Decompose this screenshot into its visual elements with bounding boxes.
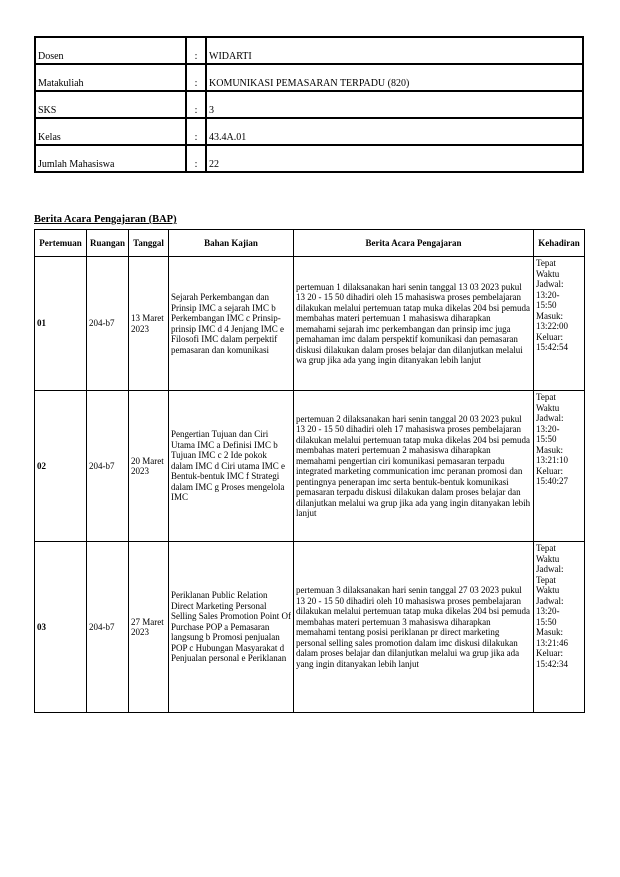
section-title: Berita Acara Pengajaran (BAP) <box>34 214 177 225</box>
info-row-sks <box>35 91 583 118</box>
header-ruangan: Ruangan <box>87 230 129 257</box>
kehadiran-line: 15:42:54 <box>536 342 569 352</box>
cell-berita-acara: pertemuan 1 dilaksanakan hari senin tanggal 13 03 2023 pukul 13 20 - 15 50 dihadiri oleh 15 mahasiswa proses pembelajaran dilakukan melalui pertemuan tatap muka dikelas 204 bsi pemuda membahas materi pertemuan 1 mahasiswa diharapkan memahami sejarah imc perkembangan dan prinsip imc juga pemahaman imc dalam perspektif komunikasi dan pemasaran diskusi dilakukan dalam proses belajar dan dilanjutkan melalui wa grup jika ada yang ingin ditanyakan lebih lanjut <box>294 257 534 391</box>
info-label: Dosen <box>35 37 186 64</box>
kehadiran-line: Masuk: <box>536 310 563 321</box>
cell-ruangan: 204-b7 <box>87 542 129 713</box>
kehadiran-line: 15:42:34 <box>536 658 569 669</box>
kehadiran-line: Tepat <box>536 258 556 268</box>
kehadiran-line: Tepat <box>536 574 556 585</box>
header-pertemuan: Pertemuan <box>35 230 87 257</box>
kehadiran-line: Waktu <box>536 553 560 564</box>
cell-pertemuan: 01 <box>35 257 87 391</box>
kehadiran-line: Keluar: <box>536 331 563 342</box>
info-label: Kelas <box>35 118 186 145</box>
kehadiran-line: 13:21:46 <box>536 637 569 648</box>
info-value: 22 <box>206 145 583 172</box>
info-separator: : <box>186 91 206 118</box>
cell-berita-acara: pertemuan 3 dilaksanakan hari senin tanggal 27 03 2023 pukul 13 20 - 15 50 dihadiri oleh 10 mahasiswa proses pembelajaran dilakukan melalui pertemuan tatap muka dikelas 204 bsi pemuda membahas materi pertemuan 3 mahasiswa diharapkan memahami tentang posisi periklanan pr direct marketing personal selling sales promotion dalam imc diskusi dilakukan dalam proses belajar dan dilanjutkan melalui wa grup jika ada yang ingin ditanyakan lebih lanjut <box>294 542 534 713</box>
cell-bahan-kajian: Pengertian Tujuan dan Ciri Utama IMC a Definisi IMC b Tujuan IMC c 2 Ide pokok dalam IMC d Ciri utama IMC e Bentuk-bentuk IMC f Strategi dalam IMC g Proses mengelola IMC <box>169 391 294 542</box>
kehadiran-line: Jadwal: <box>536 279 564 289</box>
header-bahan-kajian: Bahan Kajian <box>169 230 294 257</box>
kehadiran-line: 15:50 <box>536 616 557 627</box>
info-label: SKS <box>35 91 186 118</box>
cell-bahan-kajian: Sejarah Perkembangan dan Prinsip IMC a sejarah IMC b Perkembangan IMC c Prinsip-prinsip IMC d 4 Jenjang IMC e Filosofi IMC dalam perpektif pemasaran dan komunikasi <box>169 257 294 391</box>
info-row-matakuliah <box>35 64 583 91</box>
kehadiran-line: Waktu <box>536 585 560 595</box>
kehadiran-line: Keluar: <box>536 648 563 658</box>
header-kehadiran: Kehadiran <box>534 230 585 257</box>
info-value: KOMUNIKASI PEMASARAN TERPADU (820) <box>206 64 583 91</box>
header-tanggal: Tanggal <box>129 230 169 257</box>
cell-bahan-kajian: Periklanan Public Relation Direct Marketing Personal Selling Sales Promotion Point Of Purchase POP a Pemasaran langsung b Promosi penjualan POP c Hubungan Masyarakat d Penjualan personal e Periklanan <box>169 542 294 713</box>
info-separator: : <box>186 64 206 91</box>
info-value: 43.4A.01 <box>206 118 583 145</box>
info-separator: : <box>186 145 206 172</box>
info-label: Matakuliah <box>35 64 186 91</box>
kehadiran-line: Masuk: <box>536 627 563 637</box>
info-row-kelas <box>35 118 583 145</box>
kehadiran-line: 13:20- <box>536 606 560 616</box>
cell-kehadiran <box>534 391 585 542</box>
kehadiran-line: Jadwal: <box>536 595 564 606</box>
kehadiran-line: Jadwal: <box>536 564 564 574</box>
info-row-dosen <box>35 37 583 64</box>
kehadiran-line: Waktu <box>536 402 560 413</box>
kehadiran-line: 15:40:27 <box>536 476 569 486</box>
info-separator: : <box>186 37 206 64</box>
kehadiran-line: 15:50 <box>536 300 557 310</box>
cell-berita-acara: pertemuan 2 dilaksanakan hari senin tanggal 20 03 2023 pukul 13 20 - 15 50 dihadiri oleh 17 mahasiswa proses pembelajaran dilakukan melalui pertemuan tatap muka dikelas 204 bsi pemuda membahas materi pertemuan 2 mahasiswa diharapkan memahami pengertian ciri komunikasi pemasaran terpadu integrated marketing communication imc peranan promosi dan pentingnya penerapan imc serta bentuk-bentuk komunikasi pemasaran terpadu diskusi dilakukan dalam proses belajar dan dilanjutkan melalui wa grup jika ada yang ingin ditanyakan lebih lanjut <box>294 391 534 542</box>
cell-ruangan: 204-b7 <box>87 257 129 391</box>
kehadiran-line: Waktu <box>536 268 560 279</box>
info-label: Jumlah Mahasiswa <box>35 145 186 172</box>
info-value: 3 <box>206 91 583 118</box>
kehadiran-line: Tepat <box>536 543 556 553</box>
table-row <box>35 391 585 542</box>
table-row <box>35 542 585 713</box>
cell-tanggal: 27 Maret 2023 <box>129 542 169 713</box>
kehadiran-line: 13:20- <box>536 423 560 434</box>
bap-header-row <box>35 230 585 257</box>
cell-pertemuan: 02 <box>35 391 87 542</box>
info-row-jumlah-mahasiswa <box>35 145 583 172</box>
kehadiran-line: 15:50 <box>536 434 557 444</box>
cell-kehadiran <box>534 257 585 391</box>
course-info-table <box>34 36 584 173</box>
cell-ruangan: 204-b7 <box>87 391 129 542</box>
info-value: WIDARTI <box>206 37 583 64</box>
kehadiran-line: 13:20- <box>536 289 560 300</box>
info-separator: : <box>186 118 206 145</box>
cell-pertemuan: 03 <box>35 542 87 713</box>
cell-kehadiran <box>534 542 585 713</box>
kehadiran-line: 13:21:10 <box>536 455 569 465</box>
kehadiran-line: Tepat <box>536 392 556 402</box>
bap-table <box>34 229 585 713</box>
kehadiran-line: Jadwal: <box>536 413 564 423</box>
cell-tanggal: 20 Maret 2023 <box>129 391 169 542</box>
kehadiran-line: Keluar: <box>536 465 563 476</box>
kehadiran-line: 13:22:00 <box>536 321 569 331</box>
header-berita-acara: Berita Acara Pengajaran <box>294 230 534 257</box>
table-row <box>35 257 585 391</box>
cell-tanggal: 13 Maret 2023 <box>129 257 169 391</box>
kehadiran-line: Masuk: <box>536 444 563 455</box>
